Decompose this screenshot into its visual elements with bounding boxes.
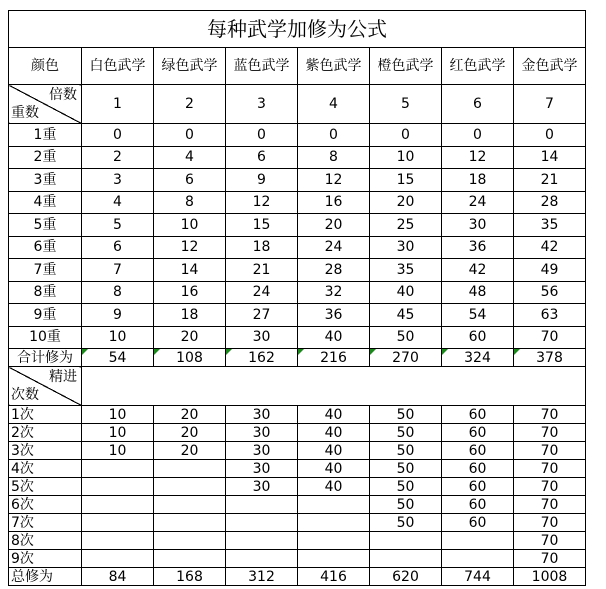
refine-cell[interactable] <box>154 460 226 478</box>
refine-cell[interactable]: 50 <box>370 478 442 496</box>
refine-cell[interactable]: 10 <box>82 406 154 424</box>
level-cell[interactable]: 30 <box>442 214 514 237</box>
level-row <box>9 304 586 327</box>
refine-cell[interactable] <box>442 550 514 568</box>
level-label[interactable]: 4重 <box>9 191 82 214</box>
level-cell[interactable]: 70 <box>514 326 586 349</box>
level-cell[interactable]: 35 <box>514 214 586 237</box>
level-cell[interactable]: 49 <box>514 259 586 282</box>
refine-cell[interactable]: 70 <box>514 460 586 478</box>
level-cell[interactable]: 15 <box>370 169 442 192</box>
refine-cell[interactable]: 30 <box>226 460 298 478</box>
refine-cell[interactable] <box>226 532 298 550</box>
refine-cell[interactable]: 20 <box>154 406 226 424</box>
refine-label[interactable]: 9次 <box>9 550 82 568</box>
level-cell[interactable]: 24 <box>442 191 514 214</box>
refine-row <box>9 424 586 442</box>
level-cell[interactable]: 10 <box>154 214 226 237</box>
refine-total-row <box>9 568 586 586</box>
refine-cell[interactable]: 70 <box>514 424 586 442</box>
header-row <box>9 48 586 85</box>
level-cell[interactable]: 12 <box>154 236 226 259</box>
refine-cell[interactable]: 60 <box>442 442 514 460</box>
level-cell[interactable]: 42 <box>442 259 514 282</box>
level-label[interactable]: 10重 <box>9 326 82 349</box>
header-red[interactable]: 红色武学 <box>442 48 514 85</box>
level-cell[interactable]: 18 <box>154 304 226 327</box>
level-cell[interactable]: 5 <box>82 214 154 237</box>
level-cell[interactable]: 35 <box>370 259 442 282</box>
level-cell[interactable]: 36 <box>298 304 370 327</box>
level-cell[interactable]: 6 <box>82 236 154 259</box>
multiplier-value[interactable]: 1 <box>82 85 154 124</box>
header-orange[interactable]: 橙色武学 <box>370 48 442 85</box>
header-white[interactable]: 白色武学 <box>82 48 154 85</box>
level-cell[interactable]: 0 <box>226 124 298 147</box>
refine-label[interactable]: 7次 <box>9 514 82 532</box>
refine-cell[interactable] <box>154 550 226 568</box>
level-row <box>9 191 586 214</box>
refine-cell[interactable]: 20 <box>154 442 226 460</box>
level-total-cell[interactable]: 108 <box>154 349 226 367</box>
level-row <box>9 236 586 259</box>
level-cell[interactable]: 0 <box>154 124 226 147</box>
level-cell[interactable]: 54 <box>442 304 514 327</box>
refine-row <box>9 478 586 496</box>
refine-label[interactable]: 6次 <box>9 496 82 514</box>
level-cell[interactable]: 56 <box>514 281 586 304</box>
level-cell[interactable]: 28 <box>298 259 370 282</box>
level-cell[interactable]: 12 <box>442 146 514 169</box>
refine-row <box>9 550 586 568</box>
refine-row <box>9 532 586 550</box>
level-cell[interactable]: 10 <box>82 326 154 349</box>
refine-cell[interactable]: 70 <box>514 532 586 550</box>
refine-total-label[interactable]: 总修为 <box>9 568 82 586</box>
refine-cell[interactable]: 70 <box>514 514 586 532</box>
refine-row <box>9 460 586 478</box>
level-cell[interactable]: 45 <box>370 304 442 327</box>
level-total-cell[interactable]: 216 <box>298 349 370 367</box>
refine-cell[interactable]: 30 <box>226 424 298 442</box>
multiplier-value[interactable]: 2 <box>154 85 226 124</box>
refine-label[interactable]: 3次 <box>9 442 82 460</box>
refine-row <box>9 514 586 532</box>
color-label[interactable]: 颜色 <box>9 48 82 85</box>
multiplier-row <box>9 85 586 124</box>
refine-total-cell[interactable]: 84 <box>82 568 154 586</box>
level-cell[interactable]: 0 <box>370 124 442 147</box>
header-gold[interactable]: 金色武学 <box>514 48 586 85</box>
refine-cell[interactable] <box>226 514 298 532</box>
refine-cell[interactable]: 70 <box>514 496 586 514</box>
level-cell[interactable]: 32 <box>298 281 370 304</box>
refine-corner-cell[interactable] <box>9 367 82 406</box>
refine-cell[interactable] <box>298 496 370 514</box>
sheet-title[interactable]: 每种武学加修为公式 <box>9 11 586 48</box>
refine-cell[interactable]: 40 <box>298 406 370 424</box>
level-label[interactable]: 3重 <box>9 169 82 192</box>
multiplier-value[interactable]: 6 <box>442 85 514 124</box>
multiplier-corner-cell[interactable] <box>9 85 82 124</box>
multiplier-value[interactable]: 5 <box>370 85 442 124</box>
level-cell[interactable]: 8 <box>82 281 154 304</box>
level-label[interactable]: 7重 <box>9 259 82 282</box>
level-cell[interactable]: 25 <box>370 214 442 237</box>
multiplier-corner-bottom: 重数 <box>11 105 39 121</box>
level-cell[interactable]: 60 <box>442 326 514 349</box>
level-cell[interactable]: 14 <box>514 146 586 169</box>
level-cell[interactable]: 20 <box>154 326 226 349</box>
refine-cell[interactable]: 30 <box>226 478 298 496</box>
refine-total-cell[interactable]: 620 <box>370 568 442 586</box>
refine-cell[interactable]: 70 <box>514 406 586 424</box>
level-cell[interactable]: 3 <box>82 169 154 192</box>
level-cell[interactable]: 18 <box>442 169 514 192</box>
header-green[interactable]: 绿色武学 <box>154 48 226 85</box>
level-total-cell[interactable]: 54 <box>82 349 154 367</box>
level-cell[interactable]: 21 <box>514 169 586 192</box>
refine-total-cell[interactable]: 1008 <box>514 568 586 586</box>
level-label[interactable]: 6重 <box>9 236 82 259</box>
level-cell[interactable]: 0 <box>514 124 586 147</box>
refine-row <box>9 406 586 424</box>
refine-cell[interactable]: 70 <box>514 550 586 568</box>
level-row <box>9 281 586 304</box>
level-cell[interactable]: 18 <box>226 236 298 259</box>
refine-cell[interactable]: 10 <box>82 442 154 460</box>
level-cell[interactable]: 30 <box>226 326 298 349</box>
level-cell[interactable]: 12 <box>298 169 370 192</box>
refine-cell[interactable]: 30 <box>226 442 298 460</box>
level-cell[interactable]: 8 <box>154 191 226 214</box>
level-total-cell[interactable]: 162 <box>226 349 298 367</box>
level-label[interactable]: 8重 <box>9 281 82 304</box>
refine-cell[interactable]: 60 <box>442 424 514 442</box>
refine-total-cell[interactable]: 416 <box>298 568 370 586</box>
level-row <box>9 326 586 349</box>
refine-cell[interactable]: 10 <box>82 424 154 442</box>
refine-total-cell[interactable]: 744 <box>442 568 514 586</box>
level-cell[interactable]: 50 <box>370 326 442 349</box>
level-cell[interactable]: 0 <box>82 124 154 147</box>
refine-cell[interactable]: 40 <box>298 478 370 496</box>
refine-cell[interactable] <box>370 532 442 550</box>
refine-cell[interactable] <box>154 514 226 532</box>
level-label[interactable]: 9重 <box>9 304 82 327</box>
refine-cell[interactable] <box>82 496 154 514</box>
refine-cell[interactable]: 50 <box>370 406 442 424</box>
refine-cell[interactable] <box>298 532 370 550</box>
refine-row <box>9 496 586 514</box>
multiplier-value[interactable]: 4 <box>298 85 370 124</box>
refine-label[interactable]: 2次 <box>9 424 82 442</box>
level-cell[interactable]: 36 <box>442 236 514 259</box>
refine-header-row <box>9 367 586 406</box>
level-total-label[interactable]: 合计修为 <box>9 349 82 367</box>
refine-cell[interactable] <box>298 514 370 532</box>
level-cell[interactable]: 9 <box>226 169 298 192</box>
level-label[interactable]: 5重 <box>9 214 82 237</box>
level-cell[interactable]: 0 <box>298 124 370 147</box>
level-row <box>9 259 586 282</box>
level-cell[interactable]: 2 <box>82 146 154 169</box>
level-cell[interactable]: 15 <box>226 214 298 237</box>
refine-cell[interactable] <box>82 550 154 568</box>
refine-cell[interactable]: 70 <box>514 442 586 460</box>
level-total-row <box>9 349 586 367</box>
refine-cell[interactable] <box>226 496 298 514</box>
refine-cell[interactable] <box>82 478 154 496</box>
refine-cell[interactable]: 50 <box>370 442 442 460</box>
level-cell[interactable]: 27 <box>226 304 298 327</box>
level-cell[interactable]: 63 <box>514 304 586 327</box>
level-cell[interactable]: 40 <box>370 281 442 304</box>
level-total-cell[interactable]: 270 <box>370 349 442 367</box>
level-label[interactable]: 2重 <box>9 146 82 169</box>
refine-cell[interactable]: 40 <box>298 460 370 478</box>
refine-cell[interactable]: 60 <box>442 514 514 532</box>
level-cell[interactable]: 4 <box>82 191 154 214</box>
level-cell[interactable]: 6 <box>226 146 298 169</box>
refine-label[interactable]: 4次 <box>9 460 82 478</box>
multiplier-value[interactable]: 7 <box>514 85 586 124</box>
level-cell[interactable]: 10 <box>370 146 442 169</box>
level-total-cell[interactable]: 324 <box>442 349 514 367</box>
refine-label[interactable]: 8次 <box>9 532 82 550</box>
refine-cell[interactable]: 40 <box>298 442 370 460</box>
level-cell[interactable]: 42 <box>514 236 586 259</box>
level-cell[interactable]: 16 <box>154 281 226 304</box>
level-cell[interactable]: 24 <box>226 281 298 304</box>
level-cell[interactable]: 30 <box>370 236 442 259</box>
level-row <box>9 124 586 147</box>
level-cell[interactable]: 7 <box>82 259 154 282</box>
level-cell[interactable]: 0 <box>442 124 514 147</box>
level-cell[interactable]: 14 <box>154 259 226 282</box>
refine-cell[interactable] <box>154 478 226 496</box>
level-cell[interactable]: 28 <box>514 191 586 214</box>
refine-total-cell[interactable]: 168 <box>154 568 226 586</box>
refine-cell[interactable] <box>154 532 226 550</box>
refine-cell[interactable]: 60 <box>442 478 514 496</box>
refine-cell[interactable]: 50 <box>370 460 442 478</box>
refine-label[interactable]: 5次 <box>9 478 82 496</box>
refine-cell[interactable]: 70 <box>514 478 586 496</box>
refine-cell[interactable]: 50 <box>370 514 442 532</box>
refine-cell[interactable]: 50 <box>370 424 442 442</box>
level-cell[interactable]: 21 <box>226 259 298 282</box>
level-cell[interactable]: 24 <box>298 236 370 259</box>
level-cell[interactable]: 9 <box>82 304 154 327</box>
multiplier-corner-top: 倍数 <box>49 87 77 103</box>
multiplier-value[interactable]: 3 <box>226 85 298 124</box>
refine-cell[interactable] <box>82 514 154 532</box>
refine-cell[interactable] <box>370 550 442 568</box>
level-cell[interactable]: 16 <box>298 191 370 214</box>
refine-cell[interactable]: 30 <box>226 406 298 424</box>
level-cell[interactable]: 20 <box>370 191 442 214</box>
refine-cell[interactable]: 20 <box>154 424 226 442</box>
header-purple[interactable]: 紫色武学 <box>298 48 370 85</box>
refine-cell[interactable]: 60 <box>442 460 514 478</box>
level-cell[interactable]: 6 <box>154 169 226 192</box>
refine-corner-bottom: 次数 <box>11 387 39 403</box>
level-row <box>9 146 586 169</box>
refine-cell[interactable] <box>442 532 514 550</box>
refine-cell[interactable]: 50 <box>370 496 442 514</box>
refine-total-cell[interactable]: 312 <box>226 568 298 586</box>
refine-cell[interactable]: 60 <box>442 406 514 424</box>
refine-header-blank[interactable] <box>82 367 586 406</box>
refine-cell[interactable]: 40 <box>298 424 370 442</box>
level-cell[interactable]: 20 <box>298 214 370 237</box>
level-cell[interactable]: 48 <box>442 281 514 304</box>
level-label[interactable]: 1重 <box>9 124 82 147</box>
level-row <box>9 214 586 237</box>
level-total-cell[interactable]: 378 <box>514 349 586 367</box>
refine-cell[interactable] <box>82 460 154 478</box>
level-row <box>9 169 586 192</box>
refine-cell[interactable] <box>154 496 226 514</box>
level-cell[interactable]: 40 <box>298 326 370 349</box>
header-blue[interactable]: 蓝色武学 <box>226 48 298 85</box>
refine-row <box>9 442 586 460</box>
level-cell[interactable]: 4 <box>154 146 226 169</box>
level-cell[interactable]: 8 <box>298 146 370 169</box>
refine-cell[interactable]: 60 <box>442 496 514 514</box>
cultivation-formula-table <box>8 10 586 586</box>
refine-cell[interactable] <box>226 550 298 568</box>
refine-cell[interactable] <box>82 532 154 550</box>
level-cell[interactable]: 12 <box>226 191 298 214</box>
refine-label[interactable]: 1次 <box>9 406 82 424</box>
refine-cell[interactable] <box>298 550 370 568</box>
refine-corner-top: 精进 <box>49 369 77 385</box>
